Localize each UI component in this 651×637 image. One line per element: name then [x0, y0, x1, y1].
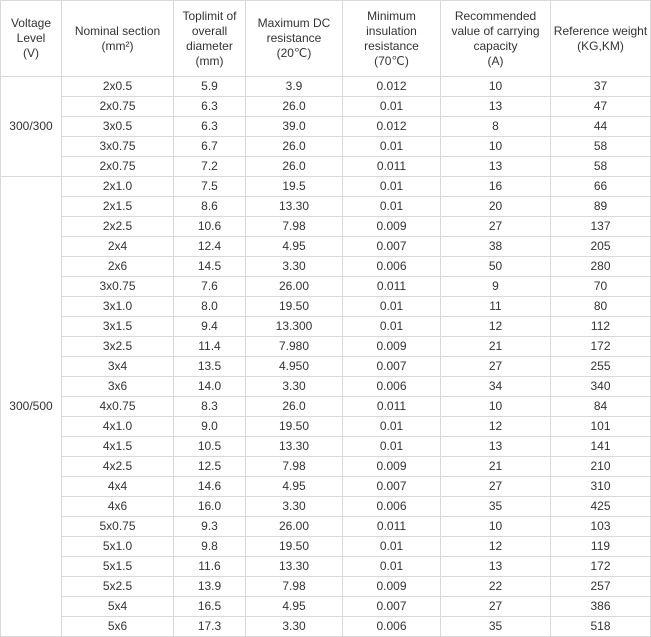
table-row — [1, 377, 651, 397]
carrying-capacity-cell: 27 — [441, 597, 551, 617]
diameter-cell: 13.9 — [174, 577, 246, 597]
carrying-capacity-cell: 12 — [441, 417, 551, 437]
table-row — [1, 557, 651, 577]
diameter-cell: 9.0 — [174, 417, 246, 437]
carrying-capacity-cell: 34 — [441, 377, 551, 397]
dc-resistance-cell: 26.0 — [246, 157, 343, 177]
dc-resistance-cell: 13.300 — [246, 317, 343, 337]
nominal-section-cell: 2x0.5 — [62, 77, 174, 97]
nominal-section-cell: 4x1.5 — [62, 437, 174, 457]
carrying-capacity-cell: 38 — [441, 237, 551, 257]
weight-cell: 70 — [551, 277, 651, 297]
header-nominal-section: Nominal section (mm²) — [62, 1, 174, 77]
weight-cell: 101 — [551, 417, 651, 437]
carrying-capacity-cell: 20 — [441, 197, 551, 217]
diameter-cell: 8.0 — [174, 297, 246, 317]
weight-cell: 210 — [551, 457, 651, 477]
weight-cell: 66 — [551, 177, 651, 197]
insulation-resistance-cell: 0.01 — [343, 317, 441, 337]
dc-resistance-cell: 7.980 — [246, 337, 343, 357]
header-row — [1, 1, 651, 77]
insulation-resistance-cell: 0.007 — [343, 237, 441, 257]
carrying-capacity-cell: 11 — [441, 297, 551, 317]
dc-resistance-cell: 3.30 — [246, 377, 343, 397]
nominal-section-cell: 5x1.0 — [62, 537, 174, 557]
table-row — [1, 537, 651, 557]
dc-resistance-cell: 13.30 — [246, 557, 343, 577]
carrying-capacity-cell: 27 — [441, 357, 551, 377]
diameter-cell: 11.6 — [174, 557, 246, 577]
carrying-capacity-cell: 10 — [441, 397, 551, 417]
carrying-capacity-cell: 9 — [441, 277, 551, 297]
dc-resistance-cell: 7.98 — [246, 577, 343, 597]
dc-resistance-cell: 13.30 — [246, 437, 343, 457]
carrying-capacity-cell: 21 — [441, 457, 551, 477]
nominal-section-cell: 3x1.0 — [62, 297, 174, 317]
weight-cell: 172 — [551, 557, 651, 577]
table-row — [1, 277, 651, 297]
table-row — [1, 157, 651, 177]
nominal-section-cell: 3x0.75 — [62, 137, 174, 157]
carrying-capacity-cell: 27 — [441, 477, 551, 497]
diameter-cell: 12.4 — [174, 237, 246, 257]
dc-resistance-cell: 7.98 — [246, 457, 343, 477]
dc-resistance-cell: 3.30 — [246, 257, 343, 277]
carrying-capacity-cell: 22 — [441, 577, 551, 597]
insulation-resistance-cell: 0.01 — [343, 97, 441, 117]
diameter-cell: 7.6 — [174, 277, 246, 297]
diameter-cell: 12.5 — [174, 457, 246, 477]
dc-resistance-cell: 39.0 — [246, 117, 343, 137]
nominal-section-cell: 5x2.5 — [62, 577, 174, 597]
diameter-cell: 9.8 — [174, 537, 246, 557]
insulation-resistance-cell: 0.009 — [343, 577, 441, 597]
weight-cell: 518 — [551, 617, 651, 637]
insulation-resistance-cell: 0.011 — [343, 517, 441, 537]
nominal-section-cell: 3x0.5 — [62, 117, 174, 137]
weight-cell: 172 — [551, 337, 651, 357]
carrying-capacity-cell: 35 — [441, 497, 551, 517]
diameter-cell: 13.5 — [174, 357, 246, 377]
insulation-resistance-cell: 0.01 — [343, 297, 441, 317]
nominal-section-cell: 2x2.5 — [62, 217, 174, 237]
insulation-resistance-cell: 0.011 — [343, 157, 441, 177]
voltage-level-cell: 300/300 — [1, 77, 62, 177]
table-row — [1, 357, 651, 377]
weight-cell: 425 — [551, 497, 651, 517]
header-dc-resistance: Maximum DC resistance (20℃) — [246, 1, 343, 77]
nominal-section-cell: 4x4 — [62, 477, 174, 497]
weight-cell: 119 — [551, 537, 651, 557]
diameter-cell: 14.0 — [174, 377, 246, 397]
insulation-resistance-cell: 0.01 — [343, 177, 441, 197]
carrying-capacity-cell: 13 — [441, 157, 551, 177]
dc-resistance-cell: 4.950 — [246, 357, 343, 377]
table-row — [1, 517, 651, 537]
carrying-capacity-cell: 8 — [441, 117, 551, 137]
weight-cell: 89 — [551, 197, 651, 217]
table-row — [1, 317, 651, 337]
table-row — [1, 177, 651, 197]
header-reference-weight: Reference weight (KG,KM) — [551, 1, 651, 77]
table-row — [1, 417, 651, 437]
weight-cell: 137 — [551, 217, 651, 237]
weight-cell: 310 — [551, 477, 651, 497]
diameter-cell: 11.4 — [174, 337, 246, 357]
dc-resistance-cell: 3.9 — [246, 77, 343, 97]
table-row — [1, 197, 651, 217]
table-row — [1, 497, 651, 517]
weight-cell: 255 — [551, 357, 651, 377]
carrying-capacity-cell: 10 — [441, 77, 551, 97]
nominal-section-cell: 4x1.0 — [62, 417, 174, 437]
insulation-resistance-cell: 0.006 — [343, 377, 441, 397]
carrying-capacity-cell: 12 — [441, 317, 551, 337]
diameter-cell: 7.2 — [174, 157, 246, 177]
weight-cell: 103 — [551, 517, 651, 537]
dc-resistance-cell: 19.50 — [246, 417, 343, 437]
dc-resistance-cell: 13.30 — [246, 197, 343, 217]
nominal-section-cell: 3x2.5 — [62, 337, 174, 357]
diameter-cell: 16.5 — [174, 597, 246, 617]
diameter-cell: 14.5 — [174, 257, 246, 277]
carrying-capacity-cell: 13 — [441, 97, 551, 117]
nominal-section-cell: 4x6 — [62, 497, 174, 517]
table-row — [1, 117, 651, 137]
table-body — [1, 77, 651, 637]
insulation-resistance-cell: 0.01 — [343, 137, 441, 157]
voltage-level-cell: 300/500 — [1, 177, 62, 637]
insulation-resistance-cell: 0.007 — [343, 357, 441, 377]
nominal-section-cell: 2x1.0 — [62, 177, 174, 197]
carrying-capacity-cell: 10 — [441, 517, 551, 537]
diameter-cell: 10.6 — [174, 217, 246, 237]
diameter-cell: 6.3 — [174, 117, 246, 137]
nominal-section-cell: 2x1.5 — [62, 197, 174, 217]
diameter-cell: 6.7 — [174, 137, 246, 157]
dc-resistance-cell: 3.30 — [246, 617, 343, 637]
carrying-capacity-cell: 16 — [441, 177, 551, 197]
table-row — [1, 257, 651, 277]
insulation-resistance-cell: 0.009 — [343, 217, 441, 237]
table-row — [1, 337, 651, 357]
carrying-capacity-cell: 21 — [441, 337, 551, 357]
nominal-section-cell: 5x1.5 — [62, 557, 174, 577]
insulation-resistance-cell: 0.006 — [343, 257, 441, 277]
diameter-cell: 17.3 — [174, 617, 246, 637]
table-row — [1, 217, 651, 237]
nominal-section-cell: 4x2.5 — [62, 457, 174, 477]
carrying-capacity-cell: 35 — [441, 617, 551, 637]
dc-resistance-cell: 4.95 — [246, 597, 343, 617]
dc-resistance-cell: 26.0 — [246, 97, 343, 117]
insulation-resistance-cell: 0.01 — [343, 537, 441, 557]
nominal-section-cell: 2x4 — [62, 237, 174, 257]
insulation-resistance-cell: 0.012 — [343, 77, 441, 97]
header-carrying-capacity: Recommended value of carrying capacity (A) — [441, 1, 551, 77]
weight-cell: 280 — [551, 257, 651, 277]
table-row — [1, 97, 651, 117]
weight-cell: 386 — [551, 597, 651, 617]
dc-resistance-cell: 4.95 — [246, 237, 343, 257]
insulation-resistance-cell: 0.011 — [343, 277, 441, 297]
nominal-section-cell: 3x1.5 — [62, 317, 174, 337]
nominal-section-cell: 2x6 — [62, 257, 174, 277]
carrying-capacity-cell: 27 — [441, 217, 551, 237]
weight-cell: 84 — [551, 397, 651, 417]
insulation-resistance-cell: 0.01 — [343, 557, 441, 577]
weight-cell: 112 — [551, 317, 651, 337]
insulation-resistance-cell: 0.01 — [343, 417, 441, 437]
insulation-resistance-cell: 0.006 — [343, 617, 441, 637]
carrying-capacity-cell: 50 — [441, 257, 551, 277]
weight-cell: 58 — [551, 137, 651, 157]
table-row — [1, 77, 651, 97]
dc-resistance-cell: 26.00 — [246, 517, 343, 537]
header-overall-diameter: Toplimit of overall diameter (mm) — [174, 1, 246, 77]
dc-resistance-cell: 3.30 — [246, 497, 343, 517]
table-row — [1, 457, 651, 477]
carrying-capacity-cell: 13 — [441, 437, 551, 457]
carrying-capacity-cell: 10 — [441, 137, 551, 157]
diameter-cell: 14.6 — [174, 477, 246, 497]
nominal-section-cell: 3x4 — [62, 357, 174, 377]
dc-resistance-cell: 26.0 — [246, 397, 343, 417]
nominal-section-cell: 5x6 — [62, 617, 174, 637]
table-row — [1, 437, 651, 457]
insulation-resistance-cell: 0.011 — [343, 397, 441, 417]
diameter-cell: 9.3 — [174, 517, 246, 537]
diameter-cell: 5.9 — [174, 77, 246, 97]
weight-cell: 80 — [551, 297, 651, 317]
diameter-cell: 9.4 — [174, 317, 246, 337]
insulation-resistance-cell: 0.01 — [343, 197, 441, 217]
nominal-section-cell: 3x6 — [62, 377, 174, 397]
diameter-cell: 6.3 — [174, 97, 246, 117]
carrying-capacity-cell: 12 — [441, 537, 551, 557]
diameter-cell: 8.6 — [174, 197, 246, 217]
nominal-section-cell: 5x0.75 — [62, 517, 174, 537]
weight-cell: 257 — [551, 577, 651, 597]
insulation-resistance-cell: 0.01 — [343, 437, 441, 457]
table-row — [1, 297, 651, 317]
dc-resistance-cell: 7.98 — [246, 217, 343, 237]
nominal-section-cell: 2x0.75 — [62, 97, 174, 117]
dc-resistance-cell: 19.50 — [246, 297, 343, 317]
header-voltage-level: Voltage Level (V) — [1, 1, 62, 77]
diameter-cell: 7.5 — [174, 177, 246, 197]
diameter-cell: 8.3 — [174, 397, 246, 417]
insulation-resistance-cell: 0.009 — [343, 457, 441, 477]
dc-resistance-cell: 19.5 — [246, 177, 343, 197]
table-row — [1, 397, 651, 417]
nominal-section-cell: 4x0.75 — [62, 397, 174, 417]
table-row — [1, 577, 651, 597]
dc-resistance-cell: 26.00 — [246, 277, 343, 297]
dc-resistance-cell: 4.95 — [246, 477, 343, 497]
table-row — [1, 597, 651, 617]
weight-cell: 205 — [551, 237, 651, 257]
weight-cell: 44 — [551, 117, 651, 137]
insulation-resistance-cell: 0.007 — [343, 477, 441, 497]
insulation-resistance-cell: 0.009 — [343, 337, 441, 357]
weight-cell: 47 — [551, 97, 651, 117]
diameter-cell: 10.5 — [174, 437, 246, 457]
dc-resistance-cell: 26.0 — [246, 137, 343, 157]
diameter-cell: 16.0 — [174, 497, 246, 517]
insulation-resistance-cell: 0.006 — [343, 497, 441, 517]
insulation-resistance-cell: 0.007 — [343, 597, 441, 617]
nominal-section-cell: 2x0.75 — [62, 157, 174, 177]
table-row — [1, 237, 651, 257]
weight-cell: 37 — [551, 77, 651, 97]
table-row — [1, 477, 651, 497]
header-insulation-resistance: Minimum insulation resistance (70℃) — [343, 1, 441, 77]
carrying-capacity-cell: 13 — [441, 557, 551, 577]
weight-cell: 340 — [551, 377, 651, 397]
weight-cell: 141 — [551, 437, 651, 457]
nominal-section-cell: 5x4 — [62, 597, 174, 617]
table-row — [1, 137, 651, 157]
weight-cell: 58 — [551, 157, 651, 177]
insulation-resistance-cell: 0.012 — [343, 117, 441, 137]
dc-resistance-cell: 19.50 — [246, 537, 343, 557]
nominal-section-cell: 3x0.75 — [62, 277, 174, 297]
